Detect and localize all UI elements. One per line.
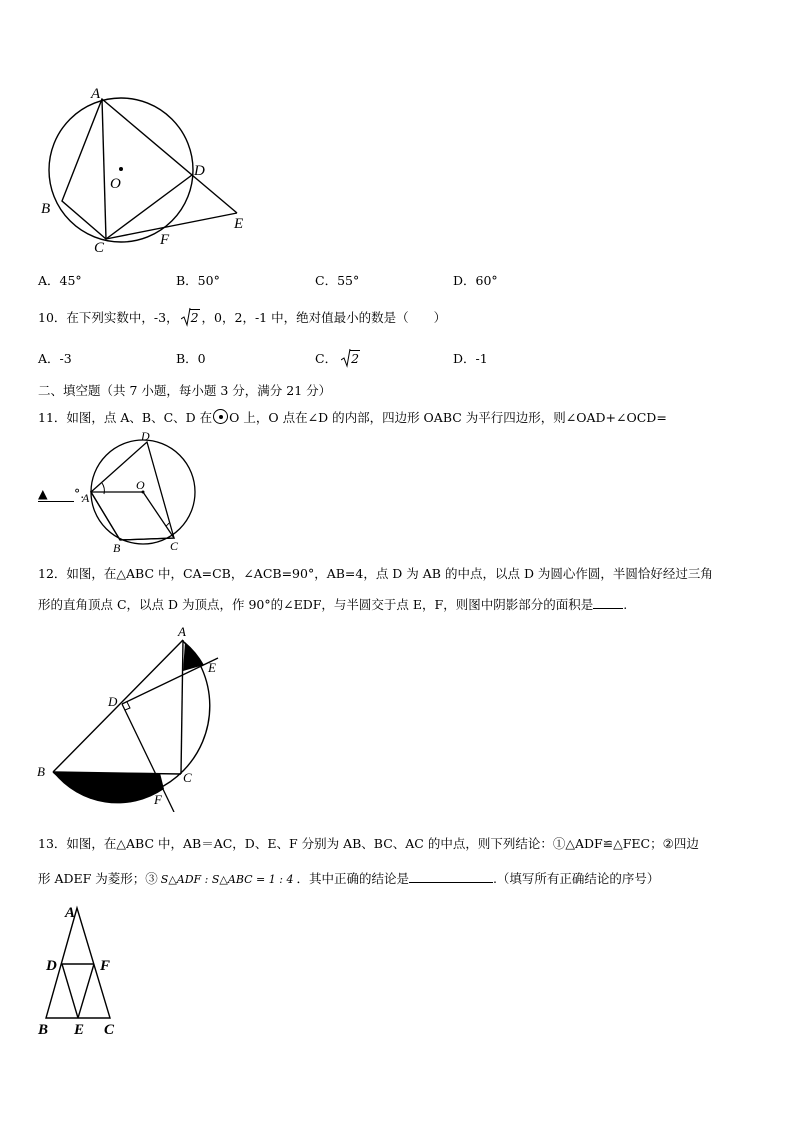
- q12-right-angle: [125, 702, 130, 710]
- q12-label-B: B: [37, 764, 45, 779]
- q13-label-A: A: [65, 905, 76, 921]
- q11-answer: [38, 486, 84, 502]
- radical-icon: [341, 348, 351, 368]
- q13-formula: S△ADF : S△ABC = 1 : 4: [160, 873, 294, 886]
- q10-stem: [38, 308, 446, 326]
- q11-degree: °.: [74, 486, 85, 501]
- q11-parallelogram: [91, 492, 174, 540]
- q12-label-C: C: [183, 770, 192, 785]
- q12-line-ac: [181, 640, 183, 774]
- q12-line2: [38, 595, 627, 613]
- q11-label-A: A: [82, 491, 90, 505]
- q12-figure: [32, 622, 232, 812]
- q10-option-a: A．-3: [38, 351, 72, 366]
- radical-icon: [181, 307, 191, 327]
- q13-line-ef: [78, 964, 94, 1018]
- q12-line2-text: 形的直角顶点 C，以点 D 为顶点，作 90°的∠EDF，与半圆交于点 E，F，则图中阴影部分的面积是: [38, 597, 594, 612]
- q11-answer-blank: [38, 486, 74, 502]
- q12-label-D: D: [108, 694, 118, 709]
- q9-option-d: D．60°: [453, 273, 498, 288]
- q9-center-dot: [119, 167, 123, 171]
- q13-label-F: F: [100, 958, 111, 974]
- q9-line-ce: [106, 213, 237, 239]
- q10-option-c-label: C．: [315, 351, 338, 366]
- q9-label-B: B: [41, 201, 51, 217]
- q9-option-b: B．50°: [176, 273, 220, 288]
- q10-option-c: [315, 349, 360, 367]
- q11-label-B: B: [113, 541, 121, 555]
- q13-line1: 13．如图，在△ABC 中，AB＝AC，D、E、F 分别为 AB、BC、AC 的中点，则下列结论：①△ADF≌△FEC；②四边: [38, 836, 699, 851]
- q12-label-F: F: [154, 792, 162, 807]
- q11-stem-b: O 上，O 点在∠D 的内部，四边形 OABC 为平行四边形，则∠OAD+∠OCD=: [229, 410, 667, 425]
- q11-label-C: C: [170, 539, 179, 553]
- q13-line-de: [62, 964, 78, 1018]
- circle-dot-icon: [219, 415, 223, 419]
- q10-stem-before: 10．在下列实数中，-3，: [38, 310, 179, 325]
- q13-label-B: B: [38, 1022, 49, 1038]
- q9-line-de: [192, 175, 237, 213]
- q12-line1: 12．如图，在△ABC 中，CA=CB，∠ACB=90°，AB=4，点 D 为 AB 的中点，以点 D 为圆心作圆，半圆恰好经过三角: [38, 566, 713, 581]
- q11-stem: [38, 408, 667, 426]
- q11-label-D: D: [141, 429, 150, 443]
- q9-option-c: C．55°: [315, 273, 360, 288]
- q9-label-D: D: [194, 163, 205, 179]
- q10-sqrt-value: 2: [190, 310, 199, 325]
- q9-label-A: A: [91, 86, 101, 102]
- q10-sqrt: [181, 310, 200, 325]
- q11-stem-a: 11．如图，点 A、B、C、D 在: [38, 410, 213, 425]
- q12-shaded-bottom: [53, 772, 164, 803]
- section2-heading: 二、填空题（共 7 小题，每小题 3 分，满分 21 分）: [38, 383, 332, 398]
- q10-option-c-sqrt: [341, 351, 360, 366]
- q11-label-O: O: [136, 478, 145, 492]
- q9-figure: [36, 84, 256, 254]
- q13-label-D: D: [46, 958, 57, 974]
- q13-figure: [34, 900, 134, 1040]
- q9-label-C: C: [94, 240, 105, 254]
- q11-answer-mark: ▲: [38, 486, 48, 501]
- q10-option-b: B．0: [176, 351, 206, 366]
- q9-label-E: E: [234, 216, 244, 232]
- q9-label-F: F: [160, 232, 170, 248]
- q9-line-ac: [102, 99, 106, 239]
- q11-angle-arc-c: [166, 523, 169, 526]
- q12-line-de: [122, 658, 218, 704]
- q13-line2-b: ．其中正确的结论是: [296, 871, 409, 886]
- q13-answer-blank: [409, 869, 493, 883]
- q13-line2-c: .（填写所有正确结论的序号）: [492, 871, 660, 886]
- q13-label-E: E: [74, 1022, 85, 1038]
- q12-label-E: E: [208, 660, 216, 675]
- q13-label-C: C: [104, 1022, 115, 1038]
- q11-circle-symbol: [213, 409, 228, 424]
- q10-option-d: D．-1: [453, 351, 488, 366]
- q12-label-A: A: [178, 624, 186, 639]
- q12-line2-end: .: [623, 597, 628, 612]
- q10-option-c-sqrt-value: 2: [351, 351, 360, 366]
- q13-line2-a: 形 ADEF 为菱形；③: [38, 871, 158, 886]
- q10-stem-after: ，0，2，-1 中，绝对值最小的数是（ ）: [201, 310, 447, 325]
- q9-label-O: O: [110, 176, 121, 192]
- q13-line2: [38, 869, 659, 887]
- q9-option-a: A．45°: [38, 273, 82, 288]
- q12-answer-blank: [593, 595, 623, 609]
- q12-line-ab: [53, 640, 183, 772]
- q11-figure: [80, 428, 200, 556]
